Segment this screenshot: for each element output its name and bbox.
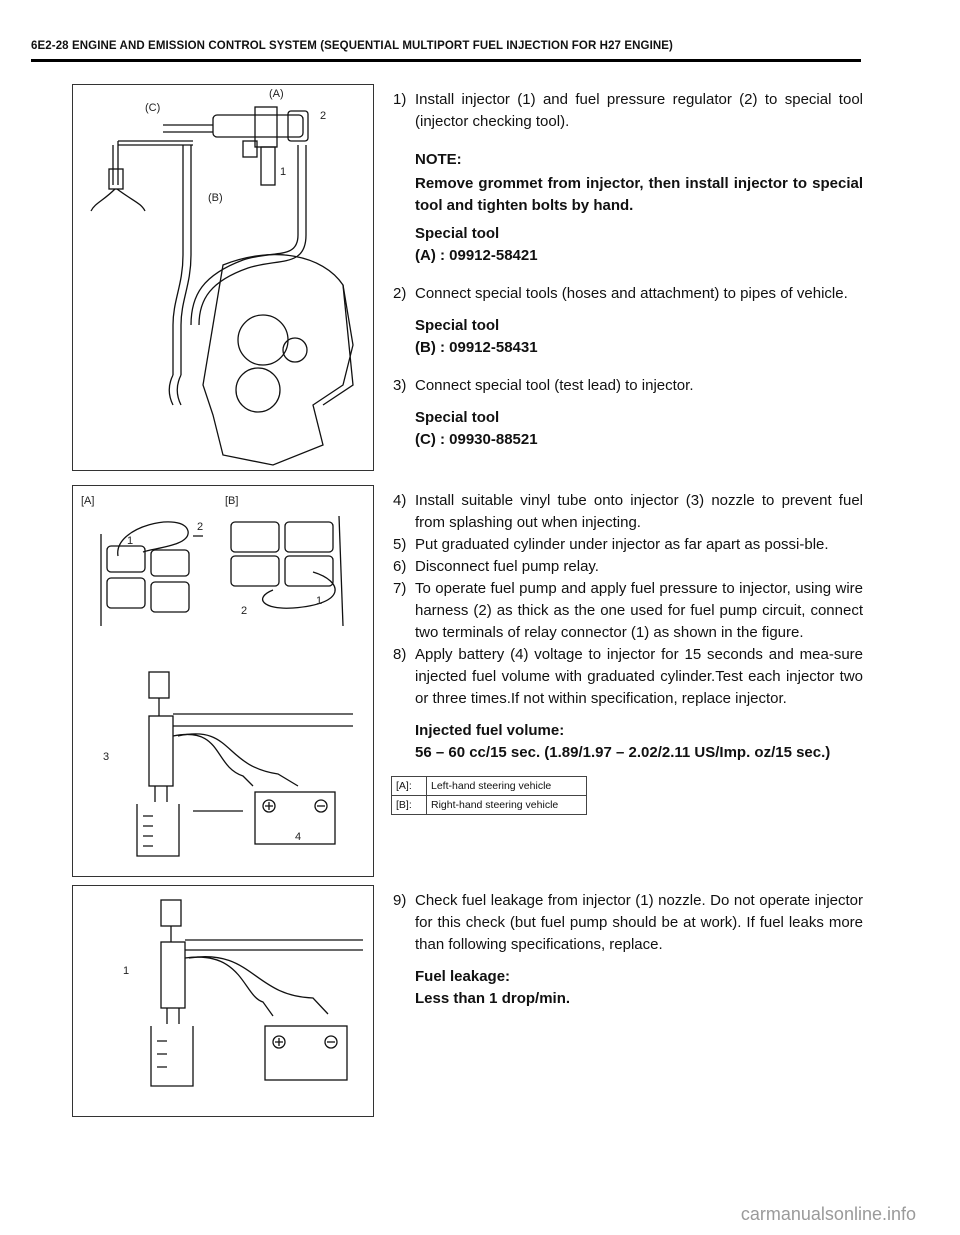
step-text: Install injector (1) and fuel pressure regulator (2) to special tool (injector checking tool). [415, 91, 863, 130]
step-number: 5) [393, 536, 407, 553]
fig3-label-1: 1 [123, 965, 130, 977]
legend-row [392, 777, 587, 796]
header-rule [31, 59, 861, 62]
legend-value: Right-hand steering vehicle [427, 796, 587, 815]
step-3 [393, 375, 863, 397]
fig1-label-c: (C) [145, 102, 161, 114]
step-text: Install suitable vinyl tube onto injector (3) nozzle to prevent fuel from splashing out when injecting. [415, 492, 863, 531]
step-1 [393, 89, 863, 133]
step-number: 3) [393, 377, 407, 394]
step-number: 4) [393, 492, 407, 509]
step-4 [393, 490, 863, 534]
legend-value: Left-hand steering vehicle [427, 777, 587, 796]
step-9 [393, 890, 863, 956]
step-6 [393, 556, 863, 578]
step-number: 2) [393, 285, 407, 302]
fig2-label-1a: 1 [127, 535, 134, 547]
fig2-label-a: [A] [81, 495, 95, 507]
step-text: Apply battery (4) voltage to injector for 15 seconds and mea-sure injected fuel volume with graduated cylinder.Test each injector two or three times.If not within specification, replace injector. [415, 646, 863, 707]
fuel-leakage-value: Less than 1 drop/min. [415, 990, 571, 1007]
special-tool-a-value: (A) : 09912-58421 [415, 247, 538, 264]
legend-key: [B]: [392, 796, 427, 815]
watermark: carmanualsonline.info [740, 1204, 916, 1224]
step-text: Put graduated cylinder under injector as far apart as possi-ble. [415, 536, 829, 553]
special-tool-a-title: Special tool [415, 225, 500, 242]
note-title: NOTE: [415, 151, 462, 168]
legend-key: [A]: [392, 777, 427, 796]
fuel-leakage-title: Fuel leakage: [415, 968, 511, 985]
step-number: 8) [393, 646, 407, 663]
step-text: Connect special tools (hoses and attachment) to pipes of vehicle. [415, 285, 848, 302]
special-tool-c-title: Special tool [415, 409, 500, 426]
fig1-label-2: 2 [320, 110, 327, 122]
special-tool-b-title: Special tool [415, 317, 500, 334]
page-header: 6E2-28 ENGINE AND EMISSION CONTROL SYSTEM (SEQUENTIAL MULTIPORT FUEL INJECTION FOR H27 ENGINE) [31, 40, 673, 52]
step-2 [393, 283, 863, 305]
section-fuel-leakage [393, 890, 863, 1010]
note-text: Remove grommet from injector, then install injector to special tool and tighten bolts by hand. [415, 175, 863, 214]
fig2-label-2a: 2 [197, 521, 204, 533]
fig2-label-1b: 1 [316, 595, 323, 607]
step-text: Connect special tool (test lead) to injector. [415, 377, 694, 394]
step-text: Disconnect fuel pump relay. [415, 558, 599, 575]
step-text: Check fuel leakage from injector (1) nozzle. Do not operate injector for this check (but fuel pump should be at work). If fuel leaks more than following specifications, replace. [415, 892, 863, 953]
fig2-label-4: 4 [295, 831, 302, 843]
step-number: 1) [393, 91, 407, 108]
section-install-injector [393, 89, 863, 451]
figure-injector-checking-tool [72, 84, 374, 471]
step-7 [393, 578, 863, 644]
step-number: 7) [393, 580, 407, 597]
legend-row [392, 796, 587, 815]
figure-fuel-leakage-check [72, 885, 374, 1117]
fig1-label-b: (B) [208, 192, 223, 204]
step-text: To operate fuel pump and apply fuel pressure to injector, using wire harness (2) as thick as the one used for fuel pump circuit, connect two terminals of relay connector (1) as shown in the figure. [415, 580, 863, 641]
fig2-label-2b: 2 [241, 605, 248, 617]
special-tool-b-value: (B) : 09912-58431 [415, 339, 538, 356]
step-5 [393, 534, 863, 556]
fig1-label-1: 1 [280, 166, 287, 178]
steering-legend [391, 776, 587, 815]
injected-volume-title: Injected fuel volume: [415, 722, 565, 739]
figure-injection-test-setup [72, 485, 374, 877]
fig1-label-a: (A) [269, 88, 284, 100]
step-8 [393, 644, 863, 710]
fig2-label-3: 3 [103, 751, 110, 763]
step-number: 6) [393, 558, 407, 575]
section-injection-test [393, 490, 863, 815]
special-tool-c-value: (C) : 09930-88521 [415, 431, 538, 448]
fig2-label-b: [B] [225, 495, 239, 507]
step-number: 9) [393, 892, 407, 909]
injected-volume-value: 56 – 60 cc/15 sec. (1.89/1.97 – 2.02/2.11 US/Imp. oz/15 sec.) [415, 744, 831, 761]
